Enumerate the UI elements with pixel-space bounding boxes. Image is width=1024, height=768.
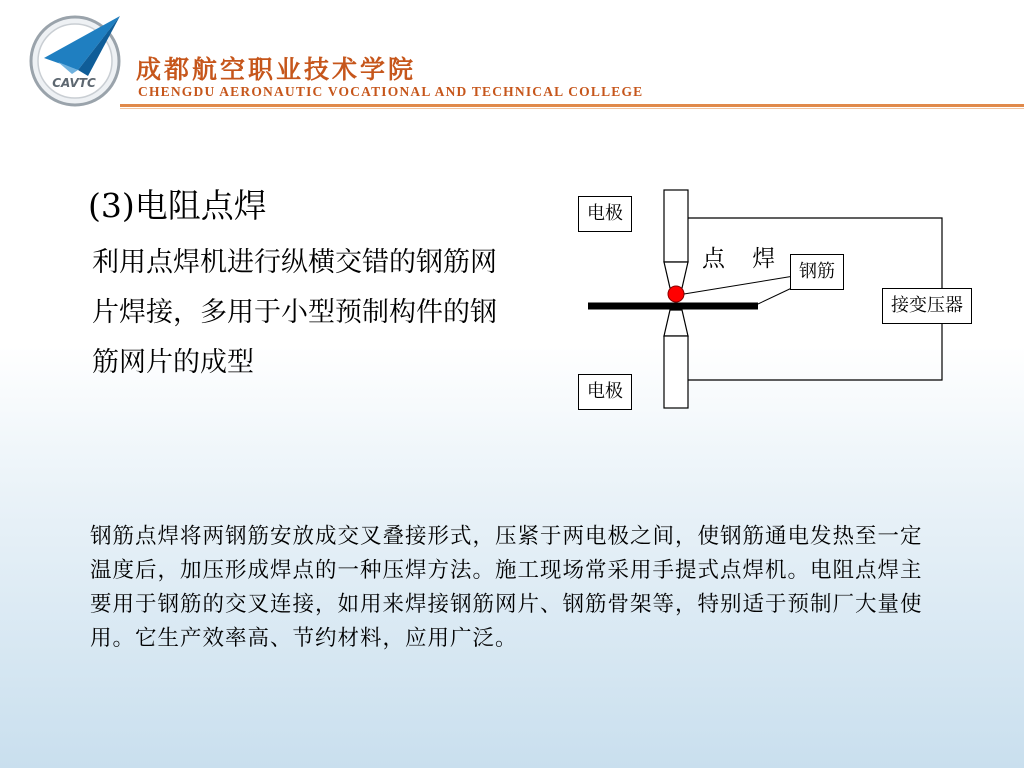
description-text: 钢筋点焊将两钢筋安放成交叉叠接形式，压紧于两电极之间，使钢筋通电发热至一定温度后，加压形成焊点的一种压焊方法。施工现场常采用手提式点焊机。电阻点焊主要用于钢筋的交叉连接，如用来焊接钢筋网片、钢筋骨架等，特别适于预制厂大量使用。它生产效率高、节约材料，应用广泛。	[90, 524, 923, 651]
weld-point-label: 点 焊	[702, 246, 786, 272]
top-electrode-tip	[664, 262, 688, 288]
header-divider-thin	[120, 108, 1024, 109]
spot-welding-diagram	[570, 180, 1010, 420]
weld-leader	[684, 276, 794, 294]
rebar-label: 钢筋	[790, 254, 844, 290]
section-title: (3)电阻点焊	[88, 186, 267, 225]
top-electrode-label: 电极	[578, 196, 632, 232]
bottom-electrode-label: 电极	[578, 374, 632, 410]
header	[0, 0, 1024, 112]
svg-text:CAVTC: CAVTC	[52, 76, 96, 90]
college-logo	[28, 14, 122, 108]
header-divider	[120, 104, 1024, 107]
lower-wire	[688, 320, 942, 380]
bottom-electrode-body	[664, 336, 688, 408]
top-electrode-body	[664, 190, 688, 262]
intro-text: 利用点焊机进行纵横交错的钢筋网片焊接，多用于小型预制构件的钢筋网片的成型	[92, 247, 497, 378]
college-name-en: CHENGDU AERONAUTIC VOCATIONAL AND TECHNICAL COLLEGE	[138, 84, 644, 99]
weld-dot	[668, 286, 684, 302]
transformer-label: 接变压器	[882, 288, 972, 324]
college-name-cn: 成都航空职业技术学院	[136, 55, 417, 84]
bottom-electrode-tip	[664, 310, 688, 336]
